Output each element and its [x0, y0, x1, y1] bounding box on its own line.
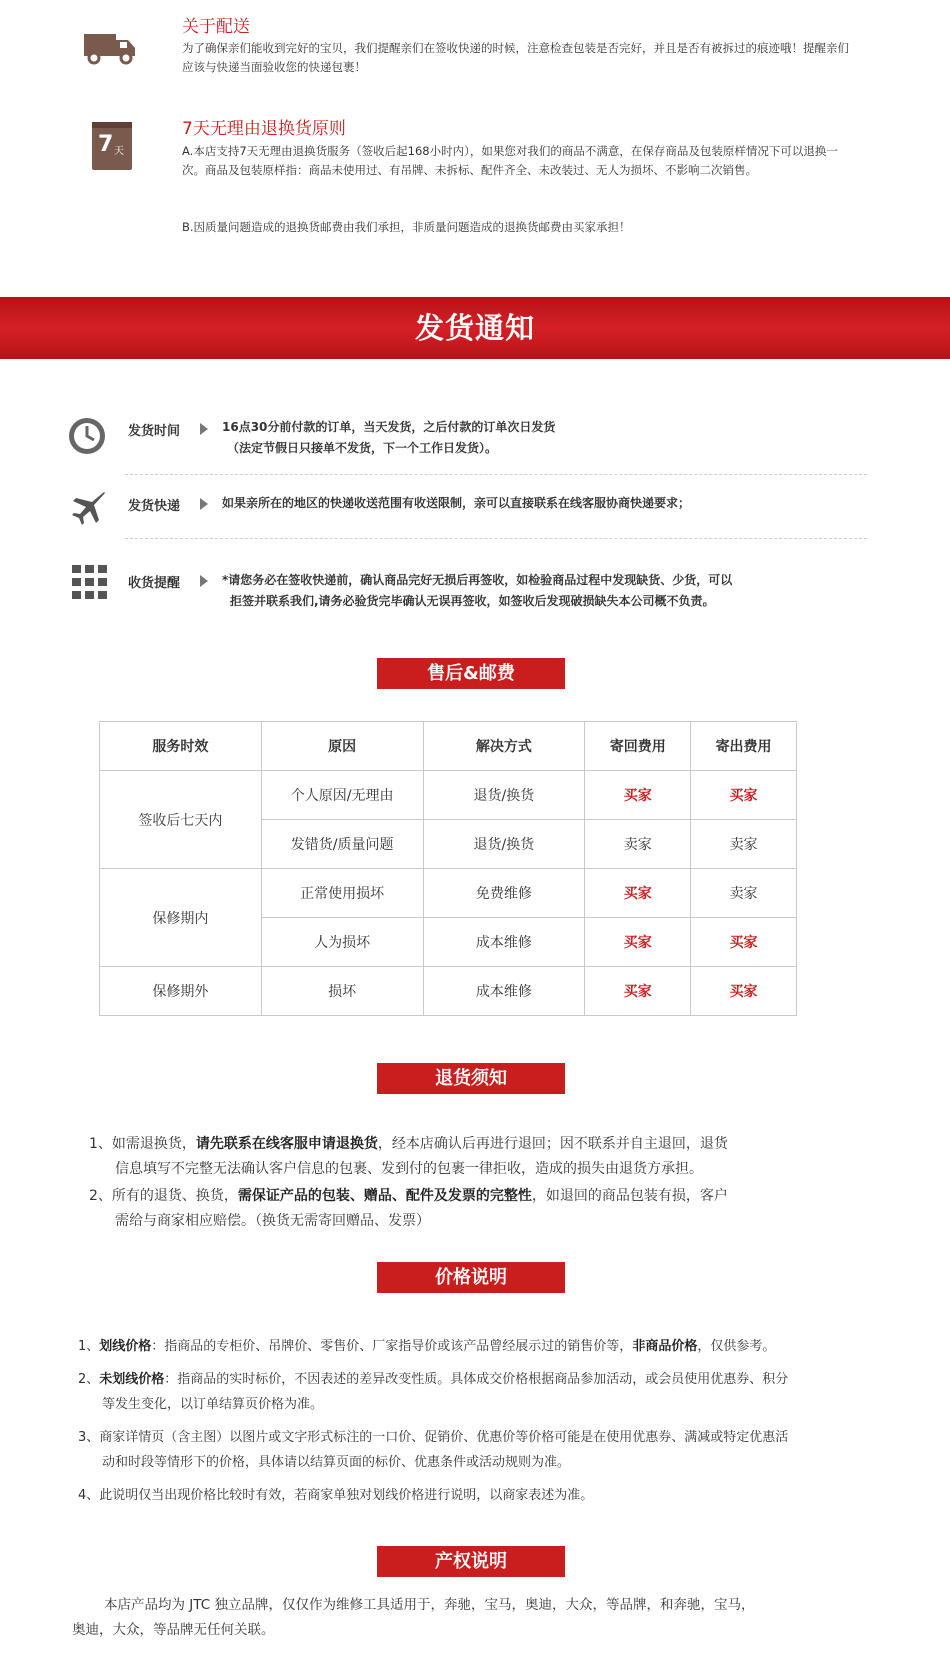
item-number: 2、 [78, 1372, 100, 1387]
item-text: 如需退换货， [111, 1136, 196, 1152]
table-header: 解决方式 [423, 722, 585, 771]
table-cell: 成本维修 [423, 967, 585, 1016]
item-number: 3、 [78, 1430, 100, 1445]
grid-icon [72, 565, 108, 599]
divider [125, 538, 867, 539]
ip-notice-text [72, 1593, 892, 1643]
ip-line: 本店产品均为 JTC 独立品牌，仅仅作为维修工具适用于，奔驰，宝马，奥迪，大众，等品牌，和奔驰，宝马， [104, 1597, 755, 1613]
table-group: 签收后七天内 [100, 771, 262, 869]
ip-line: 奥迪，大众，等品牌无任何关联。 [72, 1622, 275, 1638]
after-sales-table [99, 721, 797, 1016]
table-cell: 买家 [691, 918, 797, 967]
table-cell: 卖家 [585, 820, 691, 869]
item-text: ，仅供参考。 [697, 1339, 776, 1354]
shipping-line: *请您务必在签收快递前，确认商品完好无损后再签收，如检验商品过程中发现缺货、少货，可以 [222, 573, 733, 587]
item-number: 1、 [89, 1136, 112, 1152]
item-emphasis: 划线价格 [99, 1339, 152, 1354]
table-cell: 成本维修 [423, 918, 585, 967]
table-cell: 买家 [585, 918, 691, 967]
calendar-7day-icon [92, 122, 132, 170]
item-text: ：指商品的实时标价，不因表述的差异改变性质。具体成交价格根据商品参加活动，或会员使用优惠券、积分 [164, 1372, 789, 1387]
table-cell: 损坏 [261, 967, 423, 1016]
table-cell: 退货/换货 [423, 820, 585, 869]
shipping-line: 拒签并联系我们,请务必验货完毕确认无误再签收，如签收后发现破损缺失本公司概不负责。 [230, 594, 715, 608]
shipping-line: （法定节假日只接单不发货，下一个工作日发货）。 [227, 441, 498, 455]
banner-title: 发货通知 [414, 311, 535, 345]
item-text: 等发生变化，以订单结算页价格为准。 [102, 1397, 324, 1412]
price-notice-item [78, 1425, 898, 1475]
table-cell: 发错货/质量问题 [261, 820, 423, 869]
table-row [100, 771, 797, 820]
item-text: 动和时段等情形下的价格，具体请以结算页面的标价、优惠条件或活动规则为准。 [102, 1455, 571, 1470]
table-cell: 个人原因/无理由 [261, 771, 423, 820]
after-sales-pill: 售后&邮费 [377, 658, 565, 689]
shipping-line: 如果亲所在的地区的快递收送范围有收送限制，亲可以直接联系在线客服协商快递要求； [222, 496, 691, 510]
item-text: 信息填写不完整无法确认客户信息的包裹、发到付的包裹一律拒收，造成的损失由退货方承担。 [115, 1161, 703, 1177]
table-header: 寄回费用 [585, 722, 691, 771]
table-header: 寄出费用 [691, 722, 797, 771]
item-emphasis: 未划线价格 [99, 1372, 165, 1387]
calendar-unit: 天 [114, 146, 124, 157]
table-cell: 买家 [585, 967, 691, 1016]
table-cell: 卖家 [691, 869, 797, 918]
item-number: 2、 [89, 1188, 112, 1204]
table-cell: 免费维修 [423, 869, 585, 918]
price-notice-pill: 价格说明 [377, 1262, 565, 1293]
item-text: ：指商品的专柜价、吊牌价、零售价、厂家指导价或该产品曾经展示过的销售价等， [151, 1339, 633, 1354]
shipping-courier-text [222, 493, 690, 514]
arrow-right-icon [200, 575, 208, 587]
table-cell: 买家 [691, 967, 797, 1016]
table-group: 保修期内 [100, 869, 262, 967]
return-policy-para-b: B.因质量问题造成的退换货邮费由我们承担，非质量问题造成的退换货邮费由买家承担！ [182, 220, 631, 234]
table-cell: 正常使用损坏 [261, 869, 423, 918]
return-policy-para-a: A.本店支持7天无理由退换货服务（签收后起168小时内），如果您对我们的商品不满意，在保存商品及包装原样情况下可以退换一次。商品及包装原样指：商品未使用过、有吊牌、未拆标、配件齐全、未改装过、无人为损坏、不影响二次销售。 [182, 144, 838, 177]
delivery-title: 关于配送 [182, 17, 250, 37]
item-text: 需给与商家相应赔偿。（换货无需寄回赠品、发票） [115, 1213, 430, 1229]
item-text: 所有的退货、换货， [111, 1188, 238, 1204]
return-notice-item [89, 1132, 869, 1182]
item-text: ，经本店确认后再进行退回；因不联系并自主退回，退货 [377, 1136, 728, 1152]
shipping-receipt-text [222, 570, 732, 612]
table-row [100, 869, 797, 918]
item-text: ，如退回的商品包装有损，客户 [531, 1188, 728, 1204]
shipping-row-time [128, 420, 180, 439]
airplane-icon [70, 488, 108, 526]
price-notice-item [78, 1334, 878, 1359]
shipping-label: 收货提醒 [128, 576, 181, 591]
shipping-label: 发货时间 [128, 424, 181, 439]
shipping-time-text [222, 417, 555, 459]
price-notice-item [78, 1483, 878, 1508]
table-cell: 卖家 [691, 820, 797, 869]
divider [125, 474, 867, 475]
item-emphasis: 非商品价格 [632, 1339, 698, 1354]
table-cell: 退货/换货 [423, 771, 585, 820]
arrow-right-icon [200, 423, 208, 435]
table-cell: 买家 [585, 771, 691, 820]
table-cell: 人为损坏 [261, 918, 423, 967]
item-number: 1、 [78, 1339, 100, 1354]
clock-icon [68, 417, 106, 455]
calendar-number: 7 [98, 132, 114, 157]
shipping-notice-banner [0, 297, 950, 359]
item-emphasis: 需保证产品的包装、赠品、配件及发票的完整性 [237, 1188, 532, 1204]
table-group: 保修期外 [100, 967, 262, 1016]
arrow-right-icon [200, 498, 208, 510]
ip-notice-pill: 产权说明 [377, 1546, 565, 1577]
table-cell: 买家 [585, 869, 691, 918]
return-notice-pill: 退货须知 [377, 1063, 565, 1094]
table-header: 服务时效 [100, 722, 262, 771]
price-notice-item [78, 1367, 898, 1417]
shipping-label: 发货快递 [128, 499, 181, 514]
truck-icon [82, 28, 138, 68]
table-row [100, 967, 797, 1016]
table-cell: 买家 [691, 771, 797, 820]
shipping-line: 16点30分前付款的订单，当天发货，之后付款的订单次日发货 [222, 420, 556, 434]
item-text: 此说明仅当出现价格比较时有效，若商家单独对划线价格进行说明，以商家表述为准。 [99, 1488, 594, 1503]
item-emphasis: 请先联系在线客服申请退换货 [195, 1136, 378, 1152]
delivery-text: 为了确保亲们能收到完好的宝贝，我们提醒亲们在签收快递的时候，注意检查包装是否完好，并且是否有被拆过的痕迹哦！提醒亲们应该与快递当面验收您的快递包裹！ [182, 41, 849, 74]
return-policy-title: 7天无理由退换货原则 [182, 119, 346, 139]
shipping-row-receipt [128, 572, 180, 591]
return-notice-item [89, 1184, 869, 1234]
item-text: 商家详情页（含主图）以图片或文字形式标注的一口价、促销价、优惠价等价格可能是在使用优惠券、满减或特定优惠活 [99, 1430, 789, 1445]
item-number: 4、 [78, 1488, 100, 1503]
table-header: 原因 [261, 722, 423, 771]
shipping-row-courier [128, 495, 180, 514]
table-header-row [100, 722, 797, 771]
